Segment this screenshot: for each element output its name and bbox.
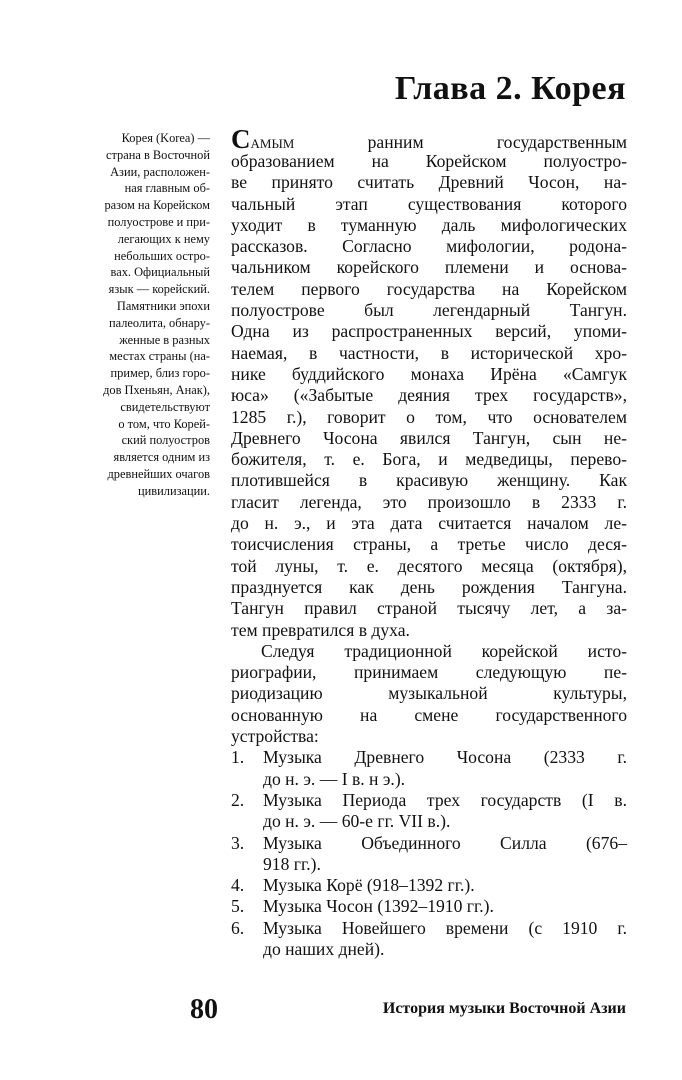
text-line: 1285 г.), говорит о том, что основателем — [231, 406, 627, 427]
running-footer-title: История музыки Восточной Азии — [382, 1000, 626, 1017]
text-line: до н. э., и эта дата считается началом ле- — [231, 513, 627, 534]
text-line: Следуя традиционной корейской исто- — [261, 640, 627, 661]
text-line: телем первого государства на Корейском — [231, 278, 627, 299]
text-line: до наших дней). — [263, 938, 385, 959]
text-line: риодизацию музыкальной культуры, — [231, 683, 627, 704]
chapter-title: Глава 2. Корея — [394, 70, 626, 107]
margin-note-line: пример, близ горо- — [110, 366, 210, 381]
margin-note — [82, 130, 210, 500]
margin-note-line: палеолита, обнару- — [108, 315, 210, 330]
text-line: чальный этап существования которого — [231, 193, 627, 214]
margin-note-line: страна в Восточной — [105, 147, 210, 162]
list-item — [231, 896, 627, 917]
paragraph-1-lines — [231, 151, 627, 641]
text-line: полуострове был легендарный Тангун. — [231, 300, 627, 321]
text-line: чальником корейского племени и основа- — [231, 257, 627, 278]
list-text — [263, 896, 627, 917]
drop-cap: С — [231, 124, 251, 154]
list-text — [263, 833, 627, 876]
text-line: божителя, т. е. Бога, и медведицы, перево- — [231, 449, 627, 470]
text-line: тем превратился в духа. — [231, 619, 410, 640]
text-line: празднуется как день рождения Тангуна. — [231, 576, 627, 597]
list-number: 1. — [231, 747, 245, 768]
text-line: юса» («Забытые деяния трех государств», — [231, 385, 627, 406]
main-text — [231, 124, 627, 960]
margin-note-line: цивилизации. — [138, 483, 210, 498]
text-line: до н. э. — 60-е гг. VII в.). — [263, 811, 451, 832]
margin-note-line: дов Пхеньян, Анак), — [103, 382, 210, 397]
text-line: Древнего Чосона явился Тангун, сын не- — [231, 427, 627, 448]
margin-note-line: ский полуостров — [121, 433, 210, 448]
margin-note-line: ная главным об- — [124, 181, 210, 196]
text-line: ве принято считать Древний Чосон, на- — [231, 172, 627, 193]
margin-note-line: местах страны (на- — [109, 349, 210, 364]
list-text — [263, 790, 627, 833]
text-line: наемая, в частности, в исторической хро- — [231, 342, 627, 363]
list-number: 4. — [231, 875, 245, 896]
text-line: Одна из распространенных версий, упоми- — [231, 321, 627, 342]
text-line: плотившейся в красивую женщину. Как — [231, 470, 627, 491]
text-line: Музыка Новейшего времени (с 1910 г. — [263, 917, 627, 938]
text-line: нике буддийского монаха Ирёна «Самгук — [231, 363, 627, 384]
margin-note-line: о том, что Корей- — [118, 416, 210, 431]
margin-note-line: Азии, расположен- — [110, 164, 210, 179]
first-line-rest: ранним государственным — [294, 132, 627, 152]
text-line: до н. э. — I в. н э.). — [263, 768, 406, 789]
page-number: 80 — [190, 994, 218, 1025]
margin-note-line: Памятники эпохи — [116, 298, 210, 313]
margin-note-line: легающих к нему — [117, 231, 210, 246]
margin-note-line: разом на Корейском — [104, 198, 210, 213]
text-line: тоисчисления страны, а третье число деся- — [231, 534, 627, 555]
list-text — [263, 918, 627, 961]
text-line: Музыка Корё (918–1392 гг.). — [263, 875, 475, 896]
margin-note-line: полуострове и при- — [107, 214, 210, 229]
text-line: Музыка Древнего Чосона (2333 г. — [263, 747, 627, 768]
list-number: 2. — [231, 789, 245, 810]
first-word-rest: амым — [250, 132, 295, 153]
margin-note-line: язык — корейский. — [108, 282, 210, 297]
margin-note-line: является одним из — [113, 450, 210, 465]
list-number: 3. — [231, 832, 245, 853]
list-item — [231, 790, 627, 833]
list-number: 6. — [231, 917, 245, 938]
text-line: уходит в туманную даль мифологических — [231, 214, 627, 235]
periods-list — [231, 747, 627, 960]
margin-note-line: женные в разных — [119, 332, 210, 347]
text-line: той луны, т. е. десятого месяца (октября), — [231, 555, 627, 576]
text-line: образованием на Корейском полуостро- — [231, 151, 627, 171]
text-line: 918 гг.). — [263, 853, 321, 874]
paragraph-1 — [231, 124, 627, 641]
paragraph-first-line — [231, 124, 627, 154]
margin-note-line: небольших остро- — [114, 248, 210, 263]
text-line: Музыка Чосон (1392–1910 гг.). — [263, 896, 494, 917]
list-number: 5. — [231, 896, 245, 917]
margin-note-line: Корея (Korea) — — [121, 131, 210, 145]
margin-note-line: древнейших очагов — [107, 466, 210, 481]
text-line: устройства: — [231, 726, 319, 747]
text-line: риографии, принимаем следующую пе- — [231, 662, 627, 683]
margin-note-line: вах. Официальный — [110, 265, 210, 280]
list-item — [231, 918, 627, 961]
text-line: рассказов. Согласно мифологии, родона- — [231, 236, 627, 257]
list-item — [231, 747, 627, 790]
list-text — [263, 875, 627, 896]
list-item — [231, 833, 627, 876]
list-text — [263, 747, 627, 790]
paragraph-2 — [231, 641, 627, 747]
text-line: основанную на смене государственного — [231, 704, 627, 725]
text-line: Музыка Объединного Силла (676– — [263, 832, 627, 853]
list-item — [231, 875, 627, 896]
margin-note-line: свидетельствуют — [120, 399, 210, 414]
text-line: гласит легенда, это произошло в 2333 г. — [231, 491, 627, 512]
text-line: Тангун правил страной тысячу лет, а за- — [231, 598, 627, 619]
text-line: Музыка Периода трех государств (I в. — [263, 789, 627, 810]
